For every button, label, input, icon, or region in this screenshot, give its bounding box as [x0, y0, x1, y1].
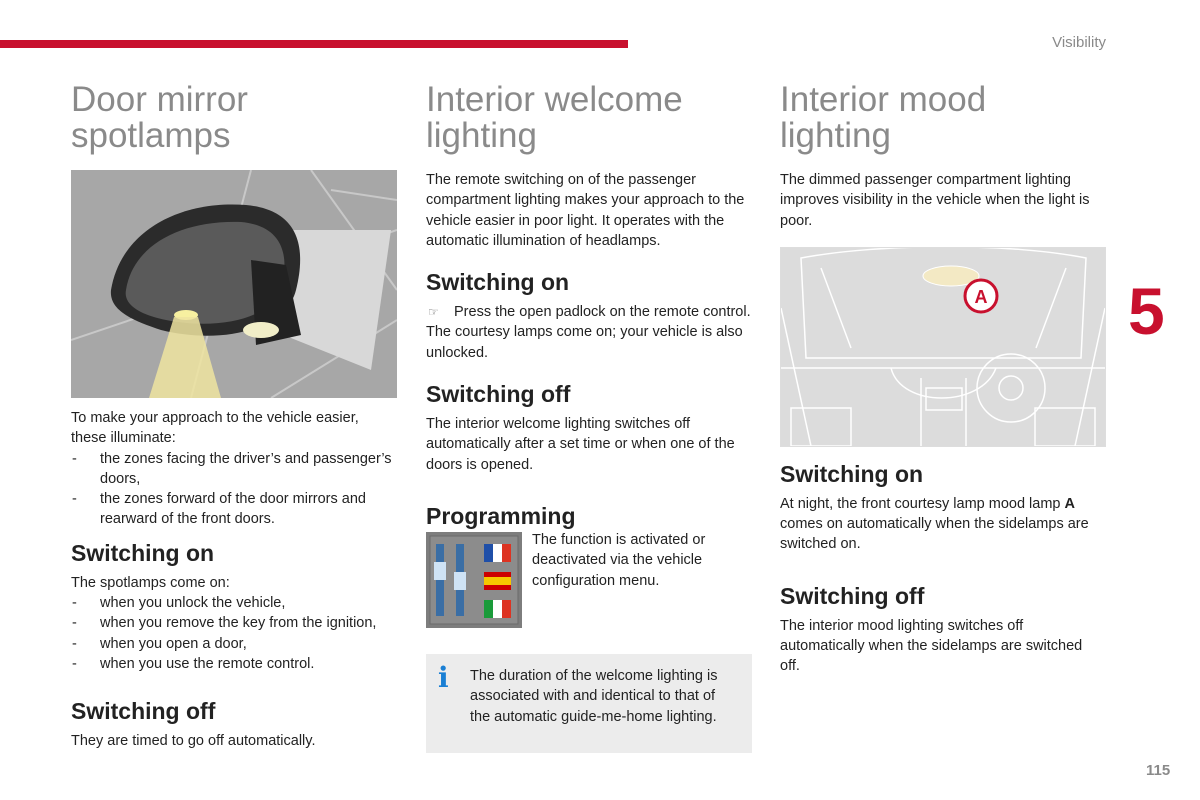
switching-on-text: The courtesy lamps come on; your vehicle is also unlocked. [426, 324, 743, 361]
programming-text: The function is activated or deactivated via the vehicle configuration menu. [532, 531, 706, 589]
list-item: - when you unlock the vehicle, [71, 593, 397, 613]
programming-heading: Programming [426, 502, 576, 529]
callout-label-a: A [974, 286, 988, 307]
configuration-menu-illustration [426, 532, 522, 628]
lamp-a-reference: A [1064, 495, 1075, 512]
info-icon: i [438, 660, 449, 694]
interior-welcome-lighting-section [426, 80, 752, 753]
header-red-bar [0, 40, 628, 48]
section-title: Interior mood lighting [780, 80, 987, 155]
list-item: - when you remove the key from the ignition, [71, 613, 397, 633]
chapter-number: 5 [1128, 274, 1165, 348]
section-label: Visibility [1052, 34, 1106, 51]
list-item: - the zones forward of the door mirrors and rearward of the front doors. [71, 489, 397, 530]
cabin-interior-illustration [780, 247, 1106, 447]
list-item: - the zones facing the driver’s and passenger’s doors, [71, 449, 397, 490]
switching-on-heading: Switching on [71, 539, 215, 566]
switching-on-intro: The spotlamps come on: [71, 574, 230, 591]
section-title: Door mirror spotlamps [71, 80, 248, 155]
switching-on-heading: Switching on [780, 460, 924, 487]
switching-on-list [426, 302, 752, 322]
switching-off-text: The interior mood lighting switches off automatically when the sidelamps are switched off. [780, 617, 1083, 675]
section-title: Interior welcome lighting [426, 80, 683, 155]
list-item: - when you open a door, [71, 634, 397, 654]
switching-on-text: At night, the front courtesy lamp mood lamp A comes on automatically when the sidelamps are switched on. [780, 495, 1089, 553]
interior-mood-lighting-section [780, 80, 1106, 677]
intro-list [71, 449, 397, 530]
door-mirror-spotlamps-section [71, 80, 397, 752]
page-number: 115 [1146, 762, 1171, 779]
intro-text: The remote switching on of the passenger compartment lighting makes your approach to the vehicle easier in poor light. It operates with the automatic illumination of headlamps. [426, 172, 745, 249]
door-mirror-illustration [71, 170, 397, 398]
programming-row [426, 532, 752, 628]
switching-on-heading: Switching on [426, 269, 570, 296]
switching-off-text: They are timed to go off automatically. [71, 733, 316, 750]
intro-text: To make your approach to the vehicle easier, these illuminate: [71, 410, 359, 447]
info-text: The duration of the welcome lighting is associated with and identical to that of the automatic guide-me-home lighting. [470, 667, 718, 725]
pointing-hand-icon: ☞ [428, 305, 439, 320]
list-item: - when you use the remote control. [71, 654, 397, 674]
switching-on-list [71, 593, 397, 674]
info-box [426, 654, 752, 753]
switching-off-heading: Switching off [780, 582, 925, 609]
switching-off-heading: Switching off [426, 381, 571, 408]
switching-off-text: The interior welcome lighting switches off automatically after a set time or when one of the doors is opened. [426, 416, 735, 473]
intro-text: The dimmed passenger compartment lighting improves visibility in the vehicle when the light is poor. [780, 172, 1090, 229]
list-item: ☞ Press the open padlock on the remote control. [426, 302, 752, 322]
switching-off-heading: Switching off [71, 698, 216, 725]
